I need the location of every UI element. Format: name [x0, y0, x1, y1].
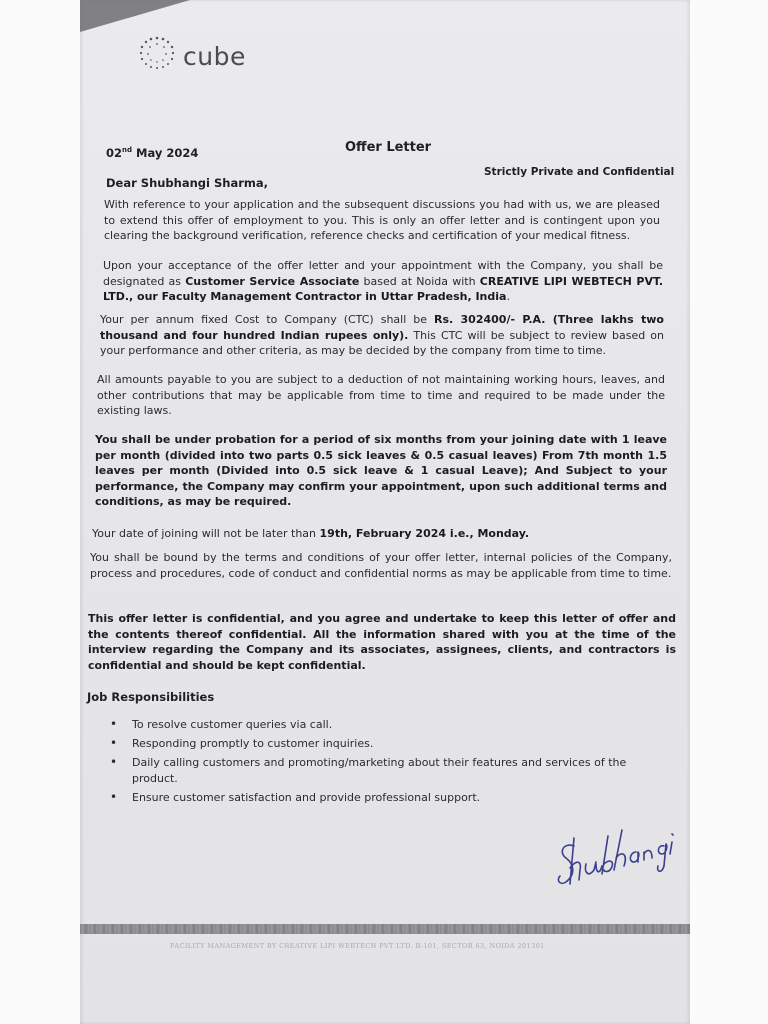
paragraph-deductions: All amounts payable to you are subject to a deduction of not maintaining working hours, leaves, and other contributions that may be applicable from time to time and required to be made under the existing laws.	[97, 373, 665, 417]
role-title: Customer Service Associate	[185, 274, 360, 288]
list-item: • Daily calling customers and promoting/marketing about their features and services of the product.	[110, 755, 627, 785]
list-item: • Responding promptly to customer inquiries.	[110, 736, 374, 750]
employer-name: CREATIVE LIPI WEBTECH PVT. LTD., our Faculty Management Contractor in Uttar Pradesh, India	[103, 274, 663, 303]
paragraph-confidentiality: This offer letter is confidential, and you agree and undertake to keep this letter of offer and the contents thereof confidential. All the information shared with you at the time of the interview regarding the Company and its associates, assignees, clients, and contractors is confidential and should be kept confidential.	[88, 612, 676, 672]
footer-address: FACILITY MANAGEMENT BY CREATIVE LIPI WEBTECH PVT LTD. B-101, SECTOR 63, NOIDA 201301	[170, 942, 545, 950]
bullet-dot-icon: •	[110, 755, 118, 769]
background-left	[0, 0, 80, 1024]
joining-date: 19th, February 2024 i.e., Monday.	[319, 527, 530, 540]
background-right	[690, 0, 768, 1024]
bullet-dot-icon: •	[110, 717, 118, 731]
paragraph-probation: You shall be under probation for a period of six months from your joining date with 1 leave per month (divided into two parts 0.5 sick leaves & 0.5 casual leaves) From 7th month 1.5 leaves per month (Divided into 0.5 sick leave & 1 casual Leave); And Subject to your performance, the Company may confirm your appointment, upon such additional terms and conditions, as may be required.	[95, 433, 667, 508]
ctc-amount: Rs. 302400/- P.A. (Three lakhs two thousand and four hundred Indian rupees only).	[100, 313, 664, 342]
responsibilities-list	[108, 717, 668, 809]
paragraph-joining-date: Your date of joining will not be later than 19th, February 2024 i.e., Monday.	[92, 527, 530, 540]
salutation: Dear Shubhangi Sharma,	[106, 176, 268, 190]
confidential-note: Strictly Private and Confidential	[484, 166, 675, 178]
letter-title: Offer Letter	[345, 140, 432, 155]
bullet-dot-icon: •	[110, 789, 118, 804]
paragraph-designation: Upon your acceptance of the offer letter and your appointment with the Company, you shall be designated as Customer Service Associate based at Noida with CREATIVE LIPI WEBTECH PVT. LTD., our Faculty Management Contractor in Uttar Pradesh, India.	[103, 259, 663, 303]
folded-corner-shadow	[80, 0, 190, 32]
footer-band	[80, 924, 690, 934]
responsibilities-heading: Job Responsibilities	[87, 690, 215, 704]
paragraph-terms: You shall be bound by the terms and conditions of your offer letter, internal policies of the Company, process and procedures, code of conduct and confidential norms as may be applicable from time to time.	[90, 551, 672, 580]
letter-date: 02nd May 2024	[106, 146, 199, 160]
list-item: • To resolve customer queries via call.	[110, 717, 333, 731]
dotted-ring-logo-icon	[137, 34, 177, 74]
handwritten-signature	[552, 808, 692, 898]
paragraph-ctc: Your per annum fixed Cost to Company (CTC) shall be Rs. 302400/- P.A. (Three lakhs two thousand and four hundred Indian rupees only). This CTC will be subject to review based on your performance and other criteria, as may be decided by the company from time to time.	[100, 313, 664, 357]
bullet-dot-icon: •	[110, 736, 118, 750]
list-item: • Ensure customer satisfaction and provide professional support.	[110, 789, 481, 804]
paragraph-offer-intro: With reference to your application and the subsequent discussions you had with us, we are pleased to extend this offer of employment to you. This is only an offer letter and is contingent upon you clearing the background verification, reference checks and certification of your medical fitness.	[104, 198, 660, 242]
logo-wordmark: cube	[183, 42, 246, 71]
